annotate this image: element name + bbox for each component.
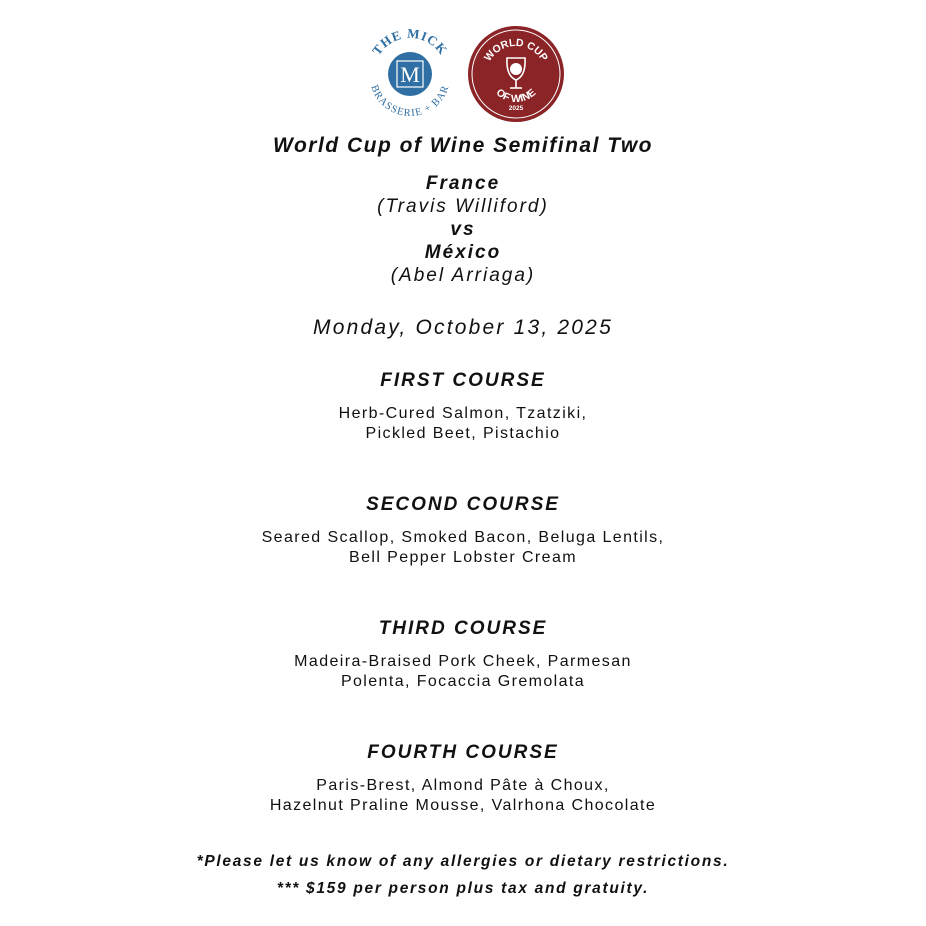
- course-title-third: THIRD COURSE: [378, 618, 548, 639]
- course-third-line-1: Madeira-Braised Pork Cheek, Parmesan: [294, 653, 632, 670]
- allergy-note: *Please let us know of any allergies or dietary restrictions.: [196, 853, 730, 870]
- course-second-line-2: Bell Pepper Lobster Cream: [349, 549, 577, 566]
- course-fourth-line-2: Hazelnut Praline Mousse, Valrhona Chocolate: [269, 797, 657, 814]
- wcow-bottom-text: OF WINE: [493, 86, 539, 106]
- course-first-line-2: Pickled Beet, Pistachio: [365, 425, 561, 442]
- versus-label: vs: [450, 219, 476, 240]
- course-title-second: SECOND COURSE: [366, 494, 560, 515]
- mick-bottom-text: BRASSERIE + BAR: [368, 83, 452, 120]
- course-title-first: FIRST COURSE: [380, 370, 546, 391]
- logo-row: [0, 24, 926, 124]
- team-one: France: [425, 173, 501, 194]
- mick-monogram: M: [400, 62, 420, 87]
- world-cup-of-wine-logo: [466, 24, 566, 124]
- course-fourth-line-1: Paris-Brest, Almond Pâte à Choux,: [316, 777, 610, 794]
- wcow-year: 2025: [508, 105, 524, 112]
- team-two: México: [424, 242, 502, 263]
- team-two-sommelier: (Abel Arriaga): [390, 265, 536, 286]
- price-note: *** $159 per person plus tax and gratuity.: [276, 880, 650, 897]
- course-title-fourth: FOURTH COURSE: [367, 742, 559, 763]
- course-second-line-1: Seared Scallop, Smoked Bacon, Beluga Lentils,: [261, 529, 665, 546]
- course-first-line-1: Herb-Cured Salmon, Tzatziki,: [338, 405, 588, 422]
- event-title: World Cup of Wine Semifinal Two: [273, 134, 653, 157]
- event-date: Monday, October 13, 2025: [313, 316, 613, 339]
- the-mick-logo: [360, 24, 460, 124]
- mick-top-text: THE MICK: [368, 25, 451, 58]
- wcow-top-text: WORLD CUP: [482, 36, 551, 64]
- course-third-line-2: Polenta, Focaccia Gremolata: [340, 673, 586, 690]
- team-one-sommelier: (Travis Williford): [377, 196, 549, 217]
